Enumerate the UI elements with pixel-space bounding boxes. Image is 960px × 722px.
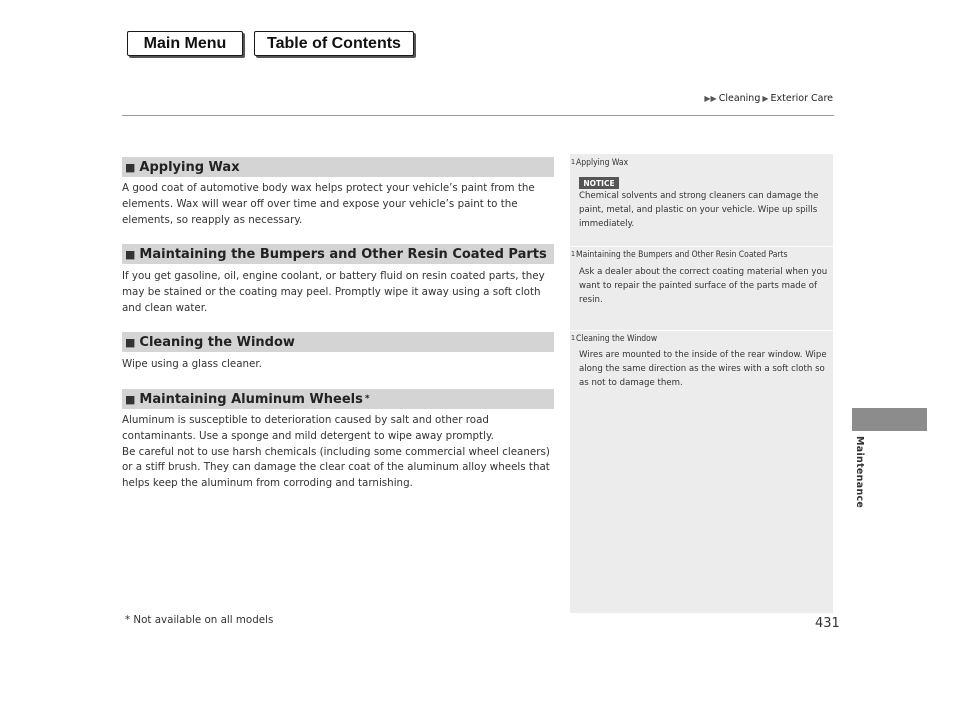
square-bullet-icon: ■	[125, 392, 136, 406]
note-separator	[570, 246, 833, 247]
square-bullet-icon: ■	[125, 335, 136, 349]
section-title: Maintaining the Bumpers and Other Resin Coated Parts	[139, 246, 547, 262]
note-title-text: Maintaining the Bumpers and Other Resin Coated Parts	[576, 250, 788, 260]
note-separator	[570, 330, 833, 331]
section-title: Applying Wax	[139, 159, 240, 175]
paragraph: Aluminum is susceptible to deterioration caused by salt and other road contaminants. Use a sponge and mild detergent to wipe away promptly.	[122, 414, 494, 442]
note-text-window: Wires are mounted to the inside of the rear window. Wipe along the same direction as the wires with a soft cloth so as not to damage them.	[579, 350, 827, 388]
section-title: Cleaning the Window	[139, 334, 295, 350]
notice-badge: NOTICE	[579, 177, 619, 189]
note-number: 1	[571, 334, 576, 342]
section-heading-window	[122, 332, 554, 352]
note-title-window[interactable]	[571, 334, 657, 344]
note-number: 1	[571, 250, 576, 258]
breadcrumb	[704, 93, 833, 104]
chapter-tab[interactable]	[852, 408, 927, 431]
note-title-text: Applying Wax	[576, 158, 629, 168]
section-body-window: Wipe using a glass cleaner.	[122, 358, 262, 370]
header-rule	[122, 115, 834, 116]
note-title-text: Cleaning the Window	[576, 334, 658, 344]
section-heading-aluminum-wheels	[122, 389, 554, 409]
note-number: 1	[571, 158, 576, 166]
section-body-bumpers: If you get gasoline, oil, engine coolant, or battery fluid on resin coated parts, they may be stained or the coating may peel. Promptly wipe it away using a soft cloth and clean water.	[122, 270, 545, 314]
table-of-contents-button[interactable]: Table of Contents	[254, 31, 414, 56]
main-menu-button[interactable]: Main Menu	[127, 31, 243, 56]
note-text-applying-wax: Chemical solvents and strong cleaners can damage the paint, metal, and plastic on your vehicle. Wipe up spills immediately.	[579, 191, 819, 229]
triangle-right-icon: ▶▶	[704, 94, 717, 103]
triangle-right-icon: ▶	[762, 94, 769, 103]
note-text-bumpers: Ask a dealer about the correct coating material when you want to repair the painted surface of the parts made of resin.	[579, 267, 828, 305]
paragraph: Be careful not to use harsh chemicals (including some commercial wheel cleaners) or a stiff brush. They can damage the clear coat of the aluminum alloy wheels that helps keep the aluminum from corroding and tarnishing.	[122, 445, 550, 490]
section-heading-applying-wax	[122, 157, 554, 177]
footnote-star: *	[364, 394, 370, 404]
footnote: * Not available on all models	[125, 614, 274, 626]
note-title-applying-wax[interactable]	[571, 158, 628, 168]
section-body-applying-wax: A good coat of automotive body wax helps protect your vehicle’s paint from the elements. Wax will wear off over time and expose your vehicle’s paint to the elements, so reapply as necessary.	[122, 182, 535, 226]
section-title: Maintaining Aluminum Wheels	[139, 391, 363, 407]
breadcrumb-cleaning[interactable]: Cleaning	[718, 93, 761, 104]
page-number: 431	[815, 616, 840, 631]
section-body-aluminum-wheels	[122, 413, 558, 492]
section-heading-bumpers	[122, 244, 554, 264]
square-bullet-icon: ■	[125, 160, 136, 174]
breadcrumb-exterior-care[interactable]: Exterior Care	[770, 93, 833, 104]
square-bullet-icon: ■	[125, 247, 136, 261]
note-title-bumpers[interactable]	[571, 250, 788, 260]
chapter-label: Maintenance	[854, 436, 865, 509]
